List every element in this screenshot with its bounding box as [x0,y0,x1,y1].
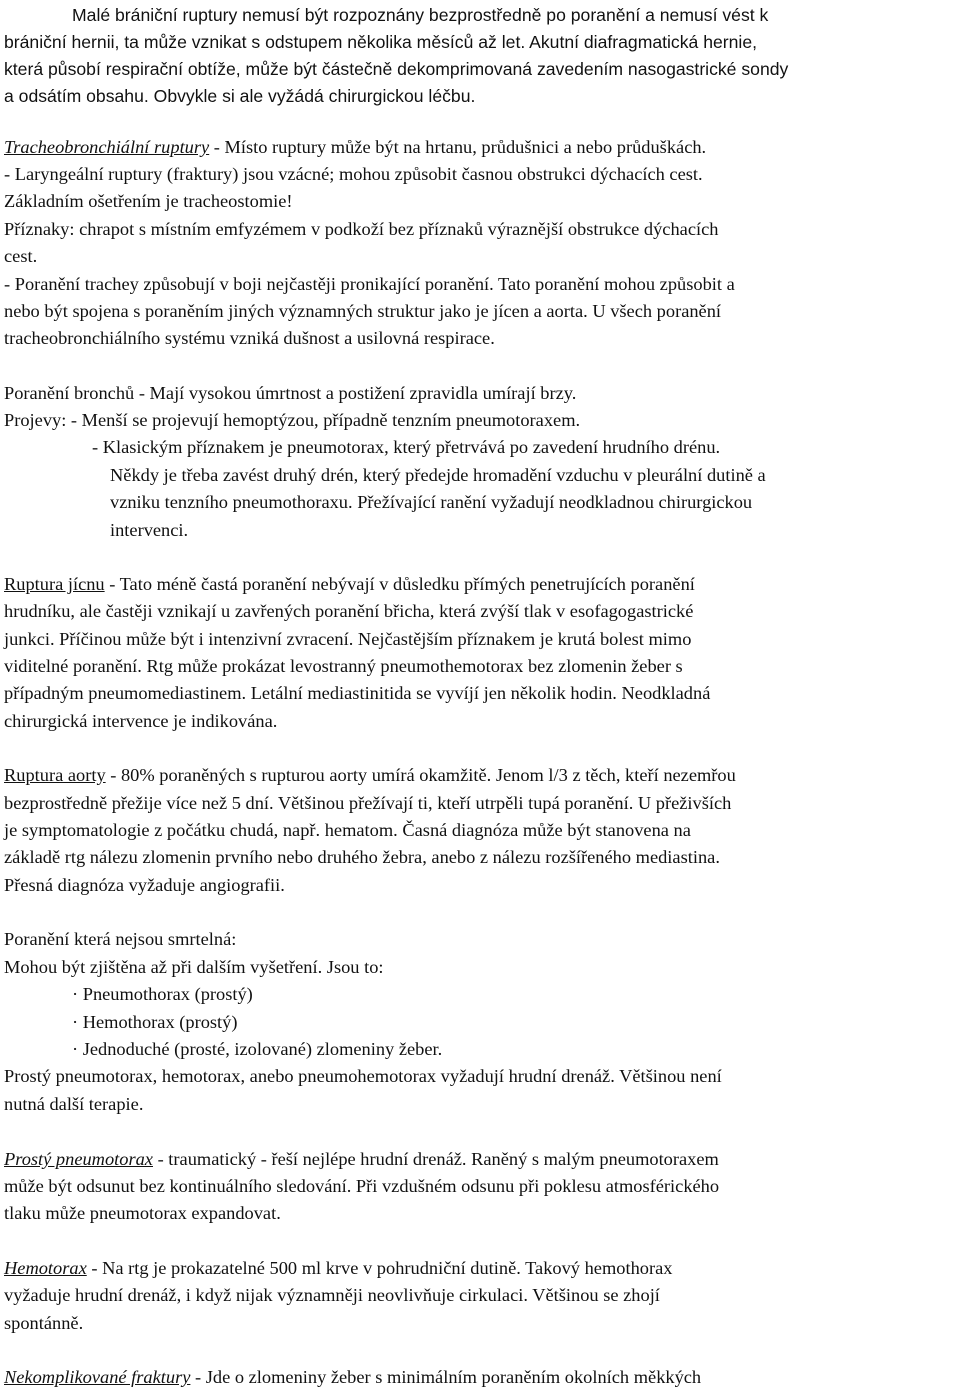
text-line: tracheobronchiálního systému vzniká dušnost a usilovná respirace. [4,328,495,348]
text-line: bezprostředně přežije více než 5 dní. Většinou přežívají ti, kteří utrpěli tupá poranění. U přeživších [4,793,732,813]
text-line: spontánně. [4,1313,84,1333]
section-heading: Tracheobronchiální ruptury [4,137,210,157]
text-line: Poranění bronchů - Mají vysokou úmrtnost a postižení zpravidla umírají brzy. [4,383,577,403]
text-line: intervenci. [110,520,189,540]
text-line: Základním ošetřením je tracheostomie! [4,191,293,211]
list-item: · Jednoduché (prosté, izolované) zlomeniny žeber. [72,1039,443,1059]
text-line: - Poranění trachey způsobují v boji nejčastěji pronikající poranění. Tato poranění mohou způsobit a [4,274,735,294]
text-line: základě rtg nálezu zlomenin prvního nebo druhého žebra, anebo z nálezu rozšířeného mediastina. [4,847,720,867]
text-line: může být odsunut bez kontinuálního sledování. Při vzdušném odsunu při poklesu atmosférického [4,1176,720,1196]
section-heading-line [4,1255,672,1282]
text-line: Přesná diagnóza vyžaduje angiografii. [4,875,285,895]
section-heading: Ruptura aorty [4,765,106,785]
text-line: vyžaduje hrudní drenáž, i když nijak významněji neovlivňuje cirkulaci. Většinou se zhojí [4,1285,660,1305]
list-item: · Hemothorax (prostý) [72,1012,238,1032]
text-line: vzniku tenzního pneumothoraxu. Přežívající ranění vyžadují neodkladnou chirurgickou [110,492,753,512]
section-heading-line [4,571,695,598]
text-line: - Laryngeální ruptury (fraktury) jsou vzácné; mohou způsobit časnou obstrukci dýchacích cest. [4,164,703,184]
text-line: nebo být spojena s poraněním jiných významných struktur jako je jícen a aorta. U všech poranění [4,301,722,321]
heading-rest: - traumatický - řeší nejlépe hrudní drenáž. Raněný s malým pneumotoraxem [152,1149,719,1169]
heading-rest: - 80% poraněných s rupturou aorty umírá okamžitě. Jenom l/3 z těch, kteří nezemřou [105,765,736,785]
section-heading-line [4,762,736,789]
text-line: a odsátím obsahu. Obvykle si ale vyžádá chirurgickou léčbu. [4,86,476,106]
text-line: tlaku může pneumotorax expandovat. [4,1203,281,1223]
text-line: nutná další terapie. [4,1094,144,1114]
text-line: junkci. Příčinou může být i intenzivní zvracení. Nejčastějším příznakem je krutá bolest mimo [4,629,692,649]
text-line: chirurgická intervence je indikována. [4,711,278,731]
text-line: která působí respirační obtíže, může být částečně dekomprimovaná zavedením nasogastrické sondy [4,59,789,79]
heading-rest: - Tato méně častá poranění nebývají v důsledku přímých penetrujících poranění [104,574,695,594]
text-line: je symptomatologie z počátku chudá, např. hematom. Časná diagnóza může být stanovena na [4,820,691,840]
section-heading: Ruptura jícnu [4,574,105,594]
section-heading-line [4,134,706,161]
section-heading-line [4,1364,701,1391]
text-line: Prostý pneumotorax, hemotorax, anebo pneumohemotorax vyžadují hrudní drenáž. Většinou není [4,1066,722,1086]
text-line: brániční hernii, ta může vznikat s odstupem několika měsíců až let. Akutní diafragmatická hernie, [4,32,757,52]
text-line: Poranění která nejsou smrtelná: [4,929,237,949]
section-heading-line [4,1146,719,1173]
text-line: hrudníku, ale častěji vznikají u zavřených poranění břicha, která zvýší tlak v esofagogastrické [4,601,694,621]
text-line: případným pneumomediastinem. Letální mediastinitida se vyvíjí jen několik hodin. Neodkladná [4,683,711,703]
section-heading: Nekomplikované fraktury [4,1367,191,1387]
text-line: Příznaky: chrapot s místním emfyzémem v podkoží bez příznaků výraznější obstrukce dýchacích [4,219,719,239]
text-line: viditelné poranění. Rtg může prokázat levostranný pneumothemotorax bez zlomenin žeber s [4,656,683,676]
heading-rest: - Na rtg je prokazatelné 500 ml krve v pohrudniční dutině. Takový hemothorax [86,1258,673,1278]
heading-rest: - Jde o zlomeniny žeber s minimálním poraněním okolních měkkých [190,1367,702,1387]
text-line: Někdy je třeba zavést druhý drén, který předejde hromadění vzduchu v pleurální dutině a [110,465,766,485]
text-line: Mohou být zjištěna až při dalším vyšetření. Jsou to: [4,957,384,977]
text-line: - Klasickým příznakem je pneumotorax, který přetrvává po zavedení hrudního drénu. [92,437,721,457]
text-line: cest. [4,246,38,266]
text-line: Malé brániční ruptury nemusí být rozpoznány bezprostředně po poranění a nemusí vést k [72,5,769,25]
heading-rest: - Místo ruptury může být na hrtanu, průdušnici a nebo průduškách. [209,137,707,157]
text-line: Projevy: - Menší se projevují hemoptýzou, případně tenzním pneumotoraxem. [4,410,581,430]
section-heading: Prostý pneumotorax [4,1149,153,1169]
list-item: · Pneumothorax (prostý) [72,984,253,1004]
section-heading: Hemotorax [4,1258,87,1278]
